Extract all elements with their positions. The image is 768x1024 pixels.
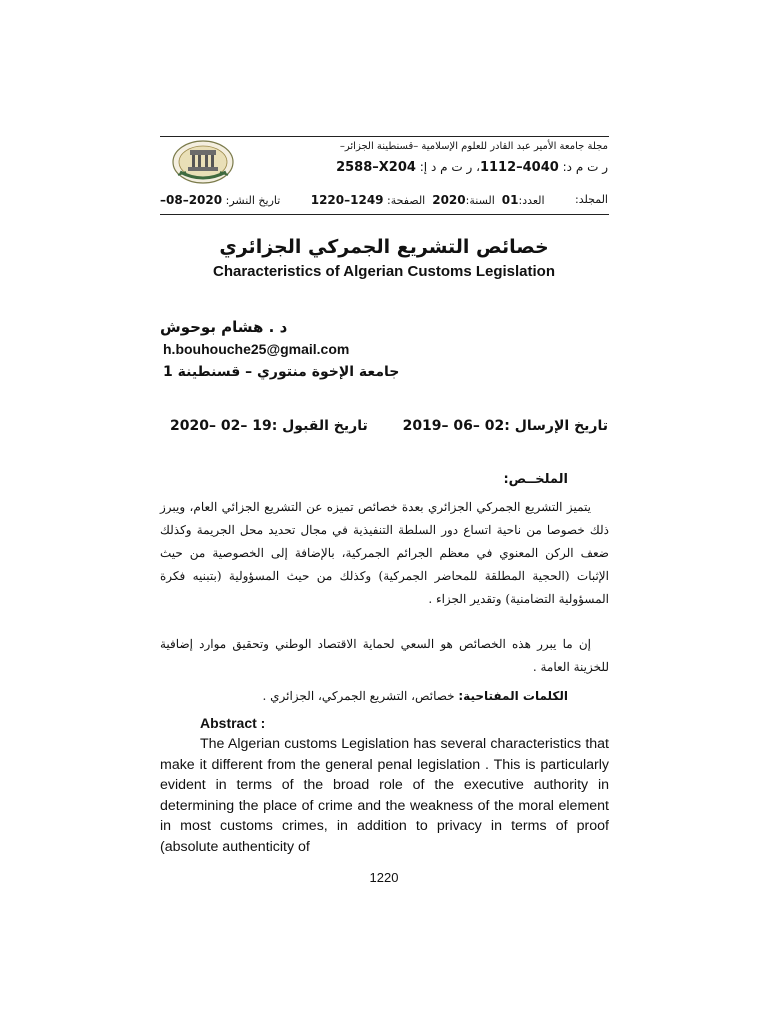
- eissn-label: ، ر ت م د إ:: [419, 160, 480, 174]
- university-logo-icon: [168, 138, 238, 188]
- issue-value: 01: [501, 193, 519, 207]
- header-top-rule: [160, 136, 609, 137]
- issue-label: العدد:: [518, 194, 545, 207]
- keywords-value: خصائص، التشريع الجمركي، الجزائري .: [262, 689, 455, 703]
- year-value: 2020: [432, 193, 466, 207]
- title-arabic: خصائص التشريع الجمركي الجزائري: [219, 236, 549, 258]
- eissn-value: 2588–X204: [336, 160, 416, 175]
- issue-info: [311, 193, 545, 207]
- abstract-english-paragraph: The Algerian customs Legislation has several characteristics that make it different from the general penal legislation . This is particularly evident in terms of the broad role of the executive authority in determining the place of crime and the weakness of the moral element in most customs crimes, in addition to privacy in terms of proof (absolute authenticity of: [160, 736, 609, 855]
- pages-value: 1220–1249: [310, 193, 384, 207]
- keywords-label: الكلمات المفتاحية:: [458, 689, 568, 703]
- pubdate-value: –08–2020: [160, 193, 223, 207]
- journal-name: مجلة جامعة الأمير عبد القادر للعلوم الإسلامية –قسنطينة الجزائر–: [339, 141, 608, 152]
- pages-label: الصفحة:: [387, 194, 426, 207]
- volume-label: المجلد:: [575, 193, 608, 206]
- title-english: Characteristics of Algerian Customs Legislation: [212, 263, 556, 280]
- author-affiliation: جامعة الإخوة منتوري – قسنطينة 1: [163, 364, 400, 380]
- abstract-arabic-paragraph-2: إن ما يبرر هذه الخصائص هو السعي لحماية الاقتصاد الوطني وتحقيق موارد إضافية للخزينة العامة .: [160, 637, 609, 674]
- abstract-arabic-paragraph-1: يتميز التشريع الجمركي الجزائري بعدة خصائص تميزه عن التشريع الجزائي العام، ويبرز ذلك خصوصا من ناحية اتساع دور السلطة التنفيذية في مجال تحديد محل الجريمة وكذلك ضعف الركن المعنوي في معظم الجرائم الجمركية، بالإضافة إلى الخصوصية من حيث الإثبات (الحجية المطلقة للمحاضر الجمركية) وكذلك من حيث المسؤولية (بتبنيه فكرة المسؤولية التضامنية) وتقدير الجزاء .: [160, 500, 609, 606]
- author-name: د . هشام بوحوش: [160, 318, 288, 336]
- header-bottom-rule: [160, 214, 609, 215]
- pubdate-label: تاريخ النشر:: [225, 194, 281, 207]
- abstract-english-heading: Abstract :: [200, 715, 266, 731]
- issn-value: 1112–4040: [479, 160, 559, 175]
- issn-line: [336, 160, 608, 175]
- author-email[interactable]: h.bouhouche25@gmail.com: [163, 341, 350, 357]
- issue-meta-line: [160, 193, 608, 207]
- submission-date: تاريخ الإرسال :02 –06 –2019: [402, 418, 608, 434]
- year-label: السنة:: [465, 194, 495, 207]
- keywords-line: [262, 689, 568, 703]
- page-number: 1220: [369, 870, 399, 885]
- pubdate-info: [160, 193, 280, 207]
- issn-label: ر ت م د:: [562, 160, 608, 174]
- acceptance-date: تاريخ القبول :19 –02 –2020: [170, 418, 368, 434]
- abstract-arabic-heading: الملخــص:: [503, 472, 568, 487]
